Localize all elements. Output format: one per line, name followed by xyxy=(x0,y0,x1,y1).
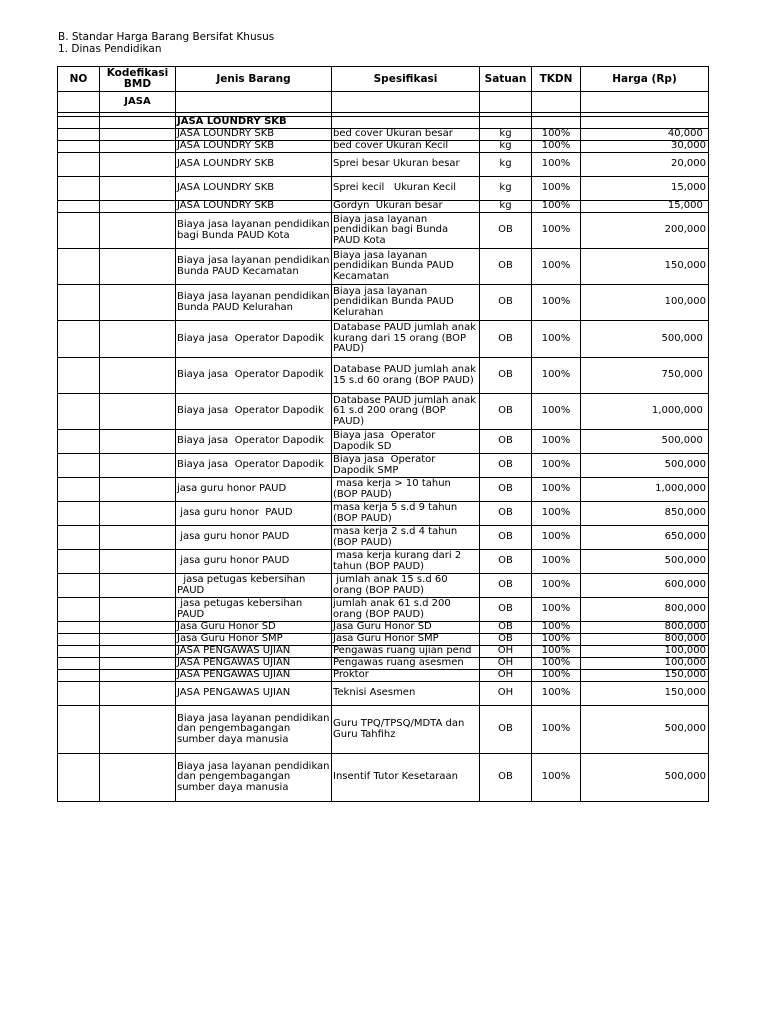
cell-jenis: Biaya jasa layanan pendidikan dan pengembagangan sumber daya manusia xyxy=(176,706,332,754)
cell-jenis: JASA PENGAWAS UJIAN xyxy=(176,646,332,658)
cell-no xyxy=(58,285,100,321)
col-header-tkdn: TKDN xyxy=(532,67,581,92)
cell-tkdn: 100% xyxy=(532,526,581,550)
cell-kodefikasi xyxy=(100,502,176,526)
cell-jenis: JASA PENGAWAS UJIAN xyxy=(176,682,332,706)
cell-satuan: kg xyxy=(480,141,532,153)
col-header-spesifikasi: Spesifikasi xyxy=(332,67,480,92)
cell-tkdn: 100% xyxy=(532,598,581,622)
cell-no xyxy=(58,550,100,574)
cell-tkdn: 100% xyxy=(532,141,581,153)
cell-no xyxy=(58,634,100,646)
cell-jenis: JASA PENGAWAS UJIAN xyxy=(176,670,332,682)
cell-tkdn: 100% xyxy=(532,550,581,574)
cell-no xyxy=(58,706,100,754)
cell-kodefikasi xyxy=(100,478,176,502)
table-row xyxy=(58,358,709,394)
table-row xyxy=(58,430,709,454)
table-row xyxy=(58,526,709,550)
cell-satuan: OB xyxy=(480,754,532,802)
cell-no xyxy=(58,201,100,213)
cell-harga: 500,000 xyxy=(581,454,709,478)
table-row xyxy=(58,682,709,706)
cell-harga: 15,000 xyxy=(581,177,709,201)
cell-spesifikasi: Database PAUD jumlah anak 15 s.d 60 orang (BOP PAUD) xyxy=(332,358,480,394)
cell-no xyxy=(58,622,100,634)
cell-tkdn: 100% xyxy=(532,658,581,670)
cell-no xyxy=(58,682,100,706)
cell-tkdn: 100% xyxy=(532,201,581,213)
cell-kodefikasi xyxy=(100,177,176,201)
table-row xyxy=(58,454,709,478)
cell-harga: 850,000 xyxy=(581,502,709,526)
cell-kodefikasi xyxy=(100,574,176,598)
cell-tkdn: 100% xyxy=(532,682,581,706)
cell-spesifikasi: Database PAUD jumlah anak kurang dari 15 orang (BOP PAUD) xyxy=(332,321,480,358)
cell-harga: 600,000 xyxy=(581,574,709,598)
cell-jenis: JASA LOUNDRY SKB xyxy=(176,201,332,213)
cell-kodefikasi xyxy=(100,754,176,802)
cell-satuan: OB xyxy=(480,430,532,454)
cell-tkdn: 100% xyxy=(532,213,581,249)
cell-jenis: jasa petugas kebersihan PAUD xyxy=(176,574,332,598)
table-header-row xyxy=(58,67,709,92)
price-standard-table xyxy=(57,66,709,802)
cell-no xyxy=(58,574,100,598)
cell-kodefikasi xyxy=(100,622,176,634)
table-row xyxy=(58,394,709,430)
cell-kodefikasi xyxy=(100,249,176,285)
table-row xyxy=(58,201,709,213)
cell-jenis: Jasa Guru Honor SMP xyxy=(176,634,332,646)
cell-jenis: Biaya jasa Operator Dapodik xyxy=(176,454,332,478)
cell-satuan: kg xyxy=(480,153,532,177)
cell-kodefikasi xyxy=(100,658,176,670)
cell-kodefikasi xyxy=(100,201,176,213)
cell-harga: 100,000 xyxy=(581,658,709,670)
cell-kodefikasi xyxy=(100,526,176,550)
cell-tkdn: 100% xyxy=(532,622,581,634)
cell-satuan: OB xyxy=(480,502,532,526)
cell-kodefikasi xyxy=(100,454,176,478)
cell-jenis: JASA LOUNDRY SKB xyxy=(176,141,332,153)
cell-spesifikasi: Pengawas ruang ujian pend xyxy=(332,646,480,658)
cell-harga: 800,000 xyxy=(581,634,709,646)
table-row xyxy=(58,141,709,153)
table-row xyxy=(58,177,709,201)
cell-harga: 500,000 xyxy=(581,430,709,454)
cell-no xyxy=(58,129,100,141)
cell-kodefikasi xyxy=(100,129,176,141)
cell-harga: 15,000 xyxy=(581,201,709,213)
table-row xyxy=(58,622,709,634)
cell-jenis: JASA LOUNDRY SKB xyxy=(176,177,332,201)
cell-kodefikasi xyxy=(100,706,176,754)
cell-spesifikasi: Biaya jasa layanan pendidikan bagi Bunda PAUD Kota xyxy=(332,213,480,249)
cell-spesifikasi: Teknisi Asesmen xyxy=(332,682,480,706)
cell-jenis: Biaya jasa Operator Dapodik xyxy=(176,321,332,358)
cell-spesifikasi: Biaya jasa layanan pendidikan Bunda PAUD Kelurahan xyxy=(332,285,480,321)
cell-harga: 500,000 xyxy=(581,706,709,754)
cell-no xyxy=(58,478,100,502)
cell-harga: 800,000 xyxy=(581,622,709,634)
cell-spesifikasi: jumlah anak 61 s.d 200 orang (BOP PAUD) xyxy=(332,598,480,622)
cell-harga: 20,000 xyxy=(581,153,709,177)
table-row xyxy=(58,153,709,177)
cell-spesifikasi: Biaya jasa Operator Dapodik SMP xyxy=(332,454,480,478)
section-heading: B. Standar Harga Barang Bersifat Khusus xyxy=(58,31,275,43)
cell-kodefikasi xyxy=(100,141,176,153)
col-header-kodefikasi: Kodefikasi BMD xyxy=(100,67,176,92)
cell-harga: 100,000 xyxy=(581,646,709,658)
cell-tkdn: 100% xyxy=(532,574,581,598)
cell-satuan: OB xyxy=(480,321,532,358)
cell-tkdn: 100% xyxy=(532,394,581,430)
cell-kodefikasi xyxy=(100,358,176,394)
cell-no xyxy=(58,754,100,802)
cell-no xyxy=(58,454,100,478)
cell-spesifikasi: masa kerja 5 s.d 9 tahun (BOP PAUD) xyxy=(332,502,480,526)
cell-spesifikasi: Gordyn Ukuran besar xyxy=(332,201,480,213)
cell-kodefikasi xyxy=(100,598,176,622)
cell-jenis: JASA PENGAWAS UJIAN xyxy=(176,658,332,670)
cell-satuan: OB xyxy=(480,213,532,249)
cell-spesifikasi: Guru TPQ/TPSQ/MDTA dan Guru Tahfihz xyxy=(332,706,480,754)
cell-spesifikasi: Pengawas ruang asesmen xyxy=(332,658,480,670)
cell-satuan: OB xyxy=(480,454,532,478)
col-header-no: NO xyxy=(58,67,100,92)
cell-tkdn: 100% xyxy=(532,754,581,802)
table-row xyxy=(58,706,709,754)
cell-jenis: Biaya jasa Operator Dapodik xyxy=(176,430,332,454)
table-row xyxy=(58,502,709,526)
cell-satuan: OH xyxy=(480,670,532,682)
cell-spesifikasi: Sprei besar Ukuran besar xyxy=(332,153,480,177)
category-label: JASA xyxy=(100,92,176,113)
cell-spesifikasi: Biaya jasa layanan pendidikan Bunda PAUD Kecamatan xyxy=(332,249,480,285)
cell-tkdn: 100% xyxy=(532,454,581,478)
cell-kodefikasi xyxy=(100,285,176,321)
cell-harga: 500,000 xyxy=(581,754,709,802)
table-row xyxy=(58,574,709,598)
cell-spesifikasi: jumlah anak 15 s.d 60 orang (BOP PAUD) xyxy=(332,574,480,598)
cell-tkdn: 100% xyxy=(532,129,581,141)
cell-tkdn: 100% xyxy=(532,321,581,358)
cell-spesifikasi: masa kerja > 10 tahun (BOP PAUD) xyxy=(332,478,480,502)
cell-satuan: kg xyxy=(480,177,532,201)
group-row xyxy=(58,117,709,129)
cell-spesifikasi: Insentif Tutor Kesetaraan xyxy=(332,754,480,802)
col-header-satuan: Satuan xyxy=(480,67,532,92)
cell-satuan: OH xyxy=(480,658,532,670)
cell-no xyxy=(58,430,100,454)
cell-tkdn: 100% xyxy=(532,670,581,682)
cell-spesifikasi: masa kerja kurang dari 2 tahun (BOP PAUD) xyxy=(332,550,480,574)
cell-no xyxy=(58,670,100,682)
cell-satuan: OH xyxy=(480,646,532,658)
cell-harga: 500,000 xyxy=(581,321,709,358)
table-row xyxy=(58,249,709,285)
cell-harga: 30,000 xyxy=(581,141,709,153)
cell-satuan: OB xyxy=(480,574,532,598)
col-header-jenis: Jenis Barang xyxy=(176,67,332,92)
cell-no xyxy=(58,249,100,285)
cell-spesifikasi: bed cover Ukuran Kecil xyxy=(332,141,480,153)
cell-kodefikasi xyxy=(100,646,176,658)
cell-no xyxy=(58,658,100,670)
table-row xyxy=(58,670,709,682)
cell-tkdn: 100% xyxy=(532,249,581,285)
cell-no xyxy=(58,358,100,394)
cell-tkdn: 100% xyxy=(532,285,581,321)
table-row xyxy=(58,646,709,658)
cell-tkdn: 100% xyxy=(532,478,581,502)
table-row xyxy=(58,550,709,574)
cell-no xyxy=(58,646,100,658)
table-row xyxy=(58,478,709,502)
cell-no xyxy=(58,213,100,249)
cell-harga: 1,000,000 xyxy=(581,394,709,430)
cell-jenis: JASA LOUNDRY SKB xyxy=(176,129,332,141)
cell-jenis: jasa guru honor PAUD xyxy=(176,550,332,574)
cell-no xyxy=(58,321,100,358)
cell-jenis: Biaya jasa layanan pendidikan Bunda PAUD Kecamatan xyxy=(176,249,332,285)
cell-satuan: OB xyxy=(480,285,532,321)
cell-jenis: jasa guru honor PAUD xyxy=(176,502,332,526)
cell-harga: 500,000 xyxy=(581,550,709,574)
cell-satuan: OB xyxy=(480,526,532,550)
cell-jenis: Biaya jasa layanan pendidikan Bunda PAUD Kelurahan xyxy=(176,285,332,321)
cell-spesifikasi: Proktor xyxy=(332,670,480,682)
cell-kodefikasi xyxy=(100,550,176,574)
cell-tkdn: 100% xyxy=(532,634,581,646)
cell-jenis: Biaya jasa Operator Dapodik xyxy=(176,394,332,430)
cell-spesifikasi: Jasa Guru Honor SMP xyxy=(332,634,480,646)
cell-kodefikasi xyxy=(100,682,176,706)
subsection-heading: 1. Dinas Pendidikan xyxy=(58,43,162,55)
cell-kodefikasi xyxy=(100,321,176,358)
cell-harga: 750,000 xyxy=(581,358,709,394)
table-row xyxy=(58,213,709,249)
cell-satuan: OB xyxy=(480,394,532,430)
cell-tkdn: 100% xyxy=(532,177,581,201)
cell-tkdn: 100% xyxy=(532,646,581,658)
cell-satuan: OB xyxy=(480,622,532,634)
cell-kodefikasi xyxy=(100,213,176,249)
table-row xyxy=(58,598,709,622)
cell-harga: 200,000 xyxy=(581,213,709,249)
cell-kodefikasi xyxy=(100,634,176,646)
cell-tkdn: 100% xyxy=(532,706,581,754)
cell-jenis: jasa petugas kebersihan PAUD xyxy=(176,598,332,622)
cell-tkdn: 100% xyxy=(532,430,581,454)
cell-spesifikasi: Database PAUD jumlah anak 61 s.d 200 orang (BOP PAUD) xyxy=(332,394,480,430)
category-row xyxy=(58,92,709,113)
table-row xyxy=(58,129,709,141)
cell-kodefikasi xyxy=(100,670,176,682)
cell-no xyxy=(58,394,100,430)
cell-spesifikasi: Sprei kecil Ukuran Kecil xyxy=(332,177,480,201)
cell-no xyxy=(58,141,100,153)
cell-jenis: JASA LOUNDRY SKB xyxy=(176,153,332,177)
cell-harga: 150,000 xyxy=(581,249,709,285)
cell-jenis: jasa guru honor PAUD xyxy=(176,478,332,502)
cell-no xyxy=(58,526,100,550)
cell-harga: 40,000 xyxy=(581,129,709,141)
cell-no xyxy=(58,153,100,177)
cell-satuan: OB xyxy=(480,706,532,754)
table-row xyxy=(58,285,709,321)
cell-spesifikasi: masa kerja 2 s.d 4 tahun (BOP PAUD) xyxy=(332,526,480,550)
cell-harga: 150,000 xyxy=(581,682,709,706)
cell-harga: 1,000,000 xyxy=(581,478,709,502)
cell-kodefikasi xyxy=(100,153,176,177)
cell-harga: 100,000 xyxy=(581,285,709,321)
cell-no xyxy=(58,598,100,622)
cell-satuan: OH xyxy=(480,682,532,706)
cell-satuan: kg xyxy=(480,129,532,141)
cell-no xyxy=(58,177,100,201)
cell-jenis: Biaya jasa layanan pendidikan dan pengembagangan sumber daya manusia xyxy=(176,754,332,802)
table-row xyxy=(58,321,709,358)
cell-satuan: OB xyxy=(480,598,532,622)
cell-jenis: Biaya jasa Operator Dapodik xyxy=(176,358,332,394)
cell-jenis: Biaya jasa layanan pendidikan bagi Bunda PAUD Kota xyxy=(176,213,332,249)
cell-tkdn: 100% xyxy=(532,358,581,394)
cell-spesifikasi: Biaya jasa Operator Dapodik SD xyxy=(332,430,480,454)
cell-tkdn: 100% xyxy=(532,502,581,526)
cell-harga: 800,000 xyxy=(581,598,709,622)
cell-spesifikasi: Jasa Guru Honor SD xyxy=(332,622,480,634)
cell-kodefikasi xyxy=(100,430,176,454)
cell-spesifikasi: bed cover Ukuran besar xyxy=(332,129,480,141)
cell-satuan: OB xyxy=(480,249,532,285)
group-label: JASA LOUNDRY SKB xyxy=(176,117,332,129)
cell-no xyxy=(58,502,100,526)
cell-kodefikasi xyxy=(100,394,176,430)
col-header-harga: Harga (Rp) xyxy=(581,67,709,92)
cell-jenis: jasa guru honor PAUD xyxy=(176,526,332,550)
cell-satuan: kg xyxy=(480,201,532,213)
table-row xyxy=(58,754,709,802)
cell-satuan: OB xyxy=(480,550,532,574)
table-row xyxy=(58,634,709,646)
cell-satuan: OB xyxy=(480,478,532,502)
cell-harga: 150,000 xyxy=(581,670,709,682)
cell-harga: 650,000 xyxy=(581,526,709,550)
cell-tkdn: 100% xyxy=(532,153,581,177)
table-row xyxy=(58,658,709,670)
cell-satuan: OB xyxy=(480,358,532,394)
cell-jenis: Jasa Guru Honor SD xyxy=(176,622,332,634)
cell-satuan: OB xyxy=(480,634,532,646)
